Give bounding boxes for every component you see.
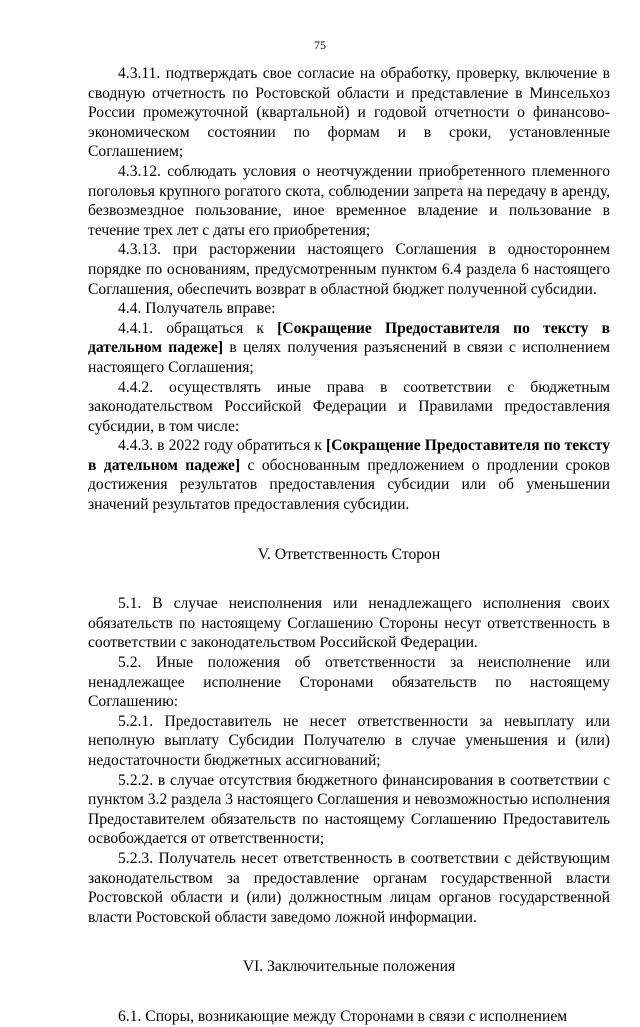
paragraph-5-1: 5.1. В случае неисполнения или ненадлежащего исполнения своих обязательств по настоящему Соглашению Стороны несут ответственность в соответствии с законодательством Российской Федерации. <box>88 595 610 652</box>
paragraph-5-2: 5.2. Иные положения об ответственности за неисполнение или ненадлежащее исполнение Сторонами обязательств по настоящему Соглашению: <box>88 654 610 711</box>
page-number: 75 <box>314 38 326 52</box>
document-body <box>88 64 610 1027</box>
paragraph-4-4-3-lead: 4.4.3. в 2022 году обратиться к <box>118 437 326 455</box>
paragraph-5-2-2: 5.2.2. в случае отсутствия бюджетного финансирования в соответствии с пунктом 3.2 раздела 3 настоящего Соглашения и невозможностью исполнения Предоставителем обязательств по настоящему Соглашению Предоставитель освобождается от ответственности; <box>88 771 610 848</box>
paragraph-4-4-2: 4.4.2. осуществлять иные права в соответствии с бюджетным законодательством Российской Федерации и Правилами предоставления субсидии, в том числе: <box>88 378 610 435</box>
paragraph-4-4-1 <box>88 319 610 378</box>
paragraph-6-1: 6.1. Споры, возникающие между Сторонами в связи с исполнением <box>118 1007 568 1025</box>
paragraph-4-4-1-rest: в целях получения разъяснений в связи с исполнением настоящего Соглашения; <box>88 339 610 376</box>
placeholder-provider-name: [Сокращение Предоставителя по тексту в дательном падеже] <box>88 437 610 474</box>
section-5-heading: V. Ответственность Сторон <box>257 545 441 563</box>
paragraph-4-3-11: 4.3.11. подтверждать свое согласие на обработку, проверку, включение в сводную отчетность по Ростовской области и представление в Минсельхоз России промежуточной (квартальной) и годовой отчетности о финансово-экономическом состоянии по формам и в сроки, установленные Соглашением; <box>88 65 610 161</box>
paragraph-5-2-1: 5.2.1. Предоставитель не несет ответственности за невыплату или неполную выплату Субсидии Получателю в случае уменьшения и (или) недостаточности бюджетных ассигнований; <box>88 712 610 769</box>
section-6-heading: VI. Заключительные положения <box>242 958 456 976</box>
paragraph-4-4-3 <box>88 436 610 514</box>
paragraph-4-3-13: 4.3.13. при расторжении настоящего Соглашения в одностороннем порядке по основаниям, предусмотренным пунктом 6.4 раздела 6 настоящего Соглашения, обеспечить возврат в областной бюджет полученной субсидии. <box>88 241 610 298</box>
paragraph-4-4-3-rest: с обоснованным предложением о продлении сроков достижения результатов предоставления субсидии или об уменьшении значений результатов предоставления субсидии. <box>88 456 610 514</box>
paragraph-4-3-12: 4.3.12. соблюдать условия о неотчуждении приобретенного племенного поголовья крупного рогатого скота, соблюдении запрета на передачу в аренду, безвозмездное пользование, иное временное владение и пользование в течение трех лет с даты его приобретения; <box>88 162 610 239</box>
paragraph-4-4-1-lead: 4.4.1. обращаться к <box>118 319 278 337</box>
paragraph-5-2-3: 5.2.3. Получатель несет ответственность в соответствии с действующим законодательством за предоставление органам государственной власти Ростовской области и (или) должностным лицам органов государственной власти Ростовской области заведомо ложной информации. <box>88 849 610 926</box>
paragraph-4-4: 4.4. Получатель вправе: <box>118 300 276 318</box>
placeholder-provider-name: [Сокращение Предоставителя по тексту в дательном падеже] <box>88 319 610 357</box>
